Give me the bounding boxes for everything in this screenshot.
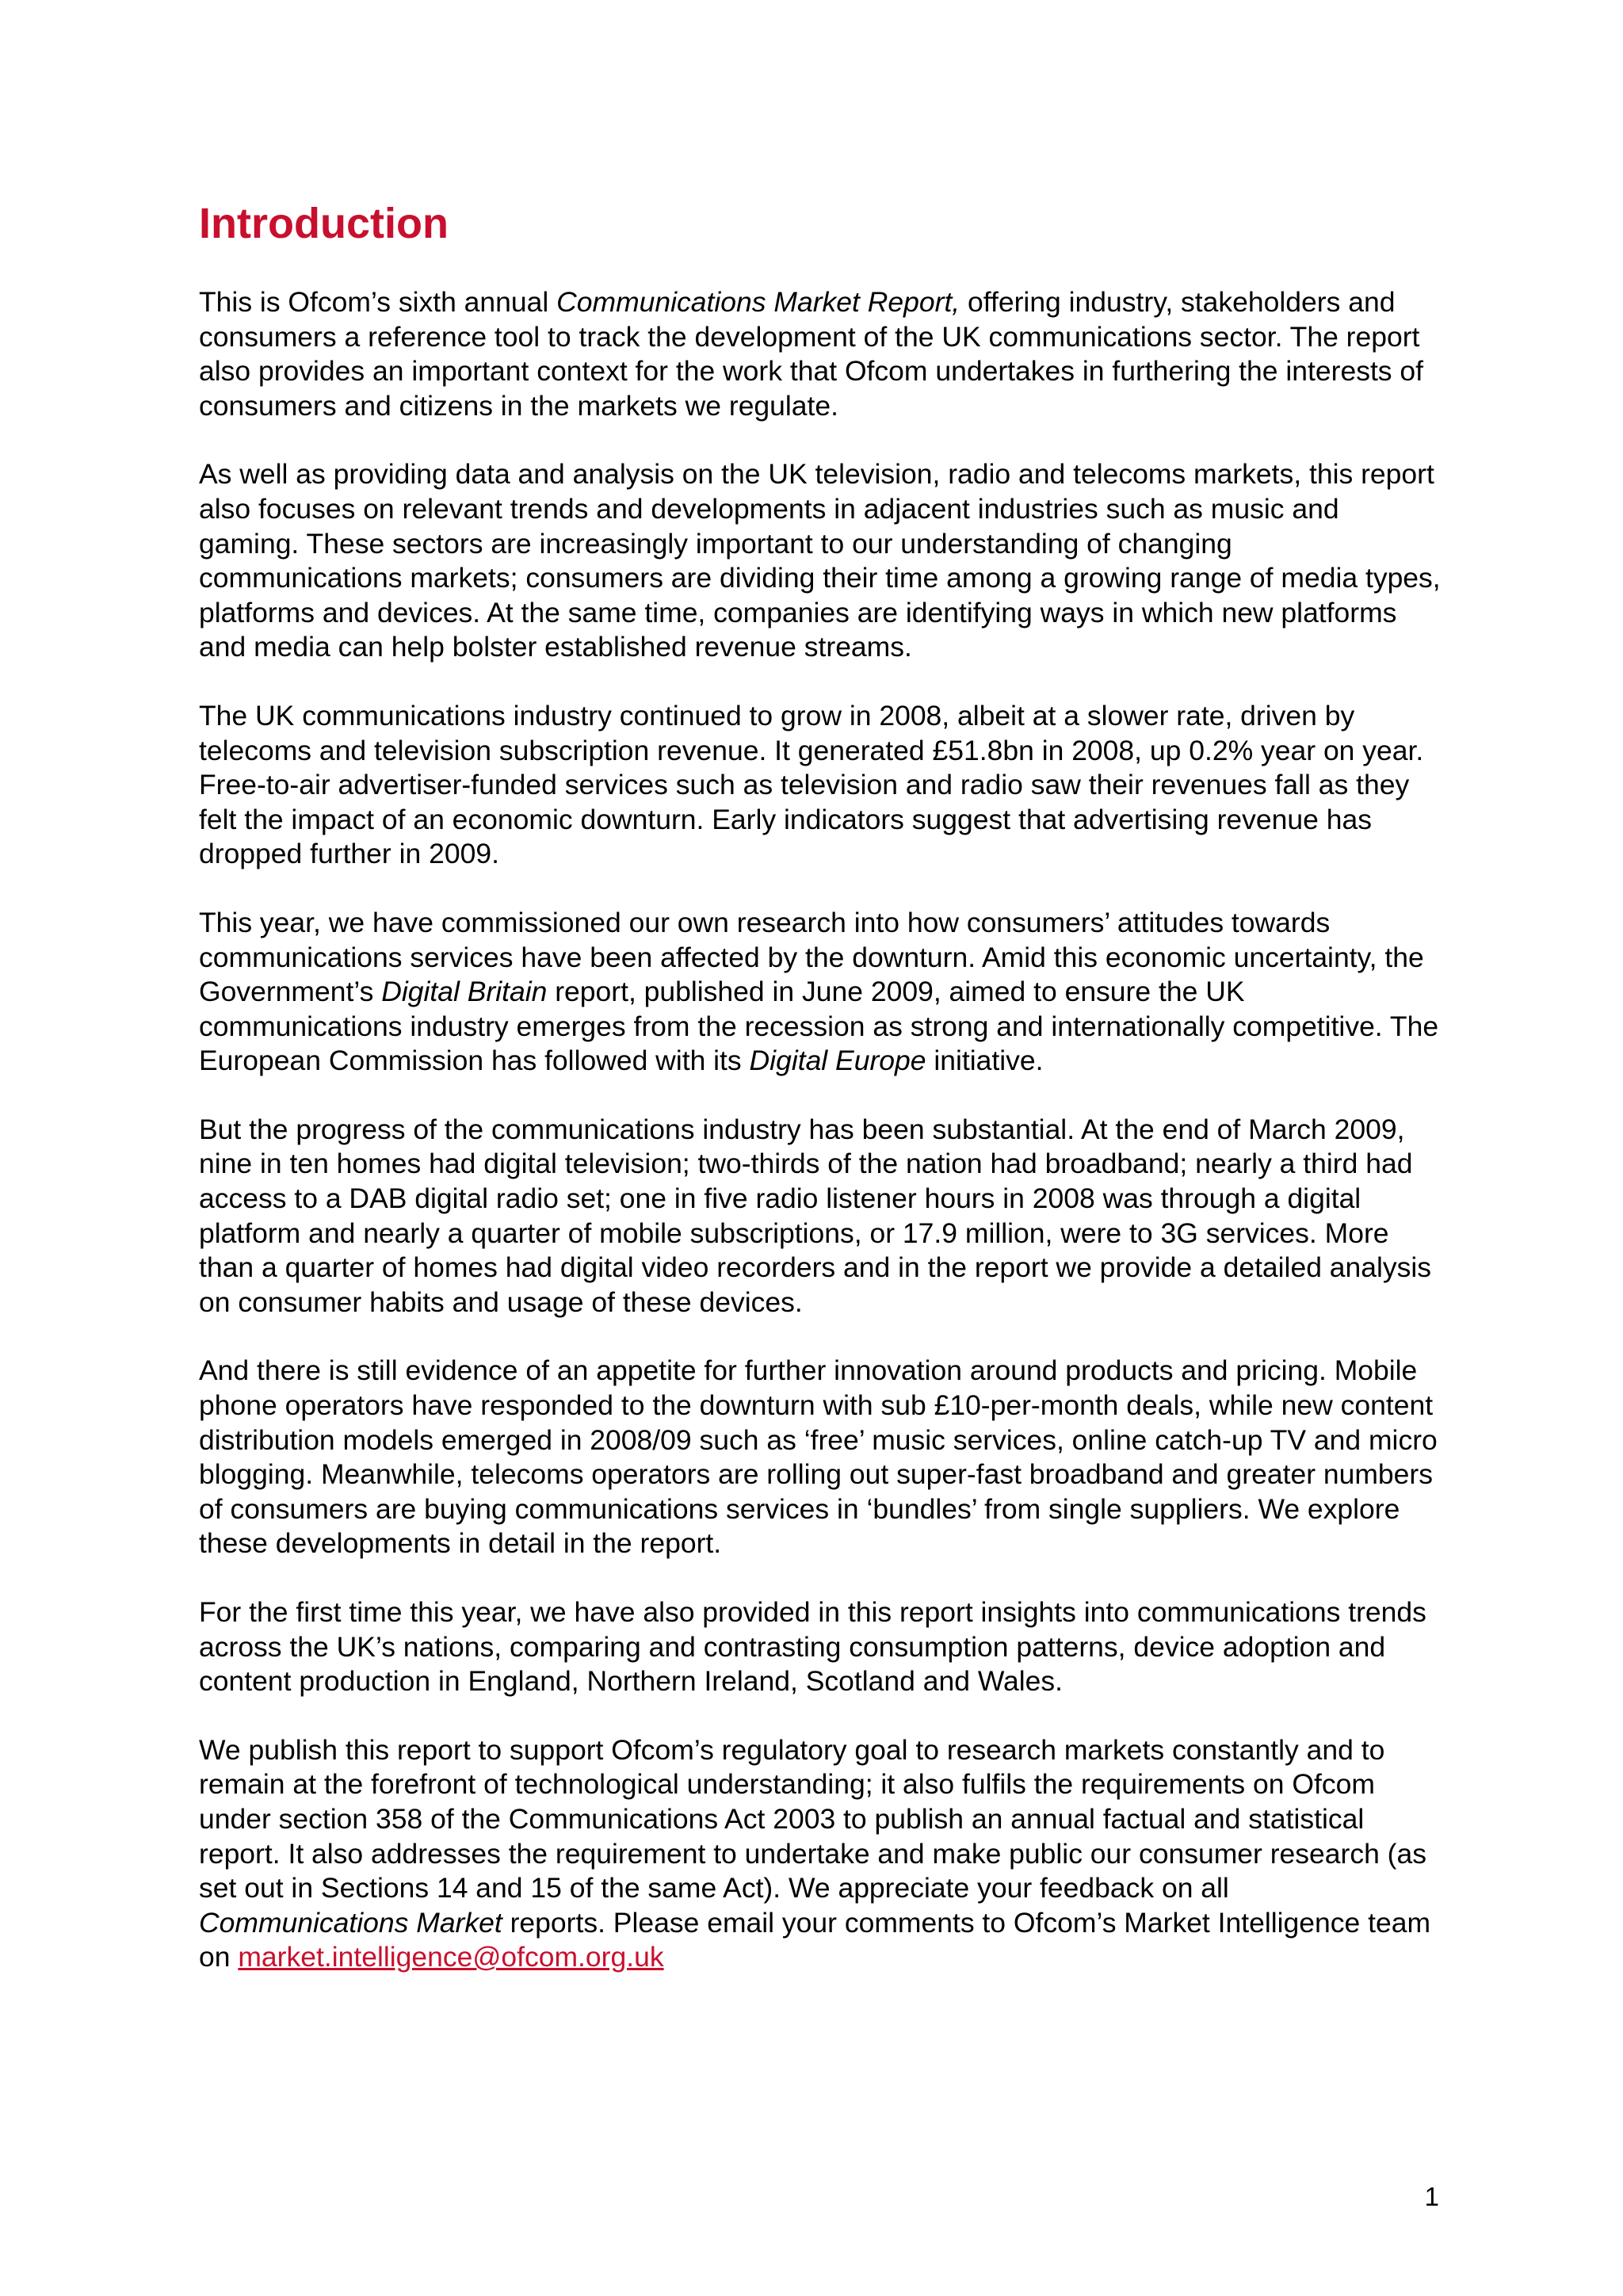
paragraph-7: For the first time this year, we have also provided in this report insights into communications trends across the UK’s nations, comparing and contrasting consumption patterns, device adoption and content production in England, Northern Ireland, Scotland and Wales.	[199, 1596, 1426, 1698]
paragraph-4-text-c: report, published in June 2009, aimed to ensure the UK communications industry emerges from the recession as strong and internationally competitive. The European Commission has followed with its	[199, 976, 1439, 1077]
paragraph-8	[199, 1733, 1443, 1975]
page-content	[199, 193, 1443, 2009]
paragraph-6: And there is still evidence of an appetite for further innovation around products and pricing. Mobile phone operators have responded to the downturn with sub £10-per-month deals, while new content distribution models emerged in 2008/09 such as ‘free’ music services, online catch-up TV and micro blogging. Meanwhile, telecoms operators are rolling out super-fast broadband and greater numbers of consumers are buying communications services in ‘bundles’ from single suppliers. We explore these developments in detail in the report.	[199, 1354, 1438, 1560]
page-title: Introduction	[199, 200, 449, 247]
paragraph-4-text-a: This year, we have commissioned our own research into how consumers’ attitudes towards communications services have been affected by the downturn. Amid this economic uncertainty, the Government’s	[199, 906, 1424, 1008]
digital-britain-italic: Digital Britain	[381, 976, 548, 1008]
paragraph-3: The UK communications industry continued to grow in 2008, albeit at a slower rate, driven by telecoms and television subscription revenue. It generated £51.8bn in 2008, up 0.2% year on year. Free-to-air advertiser-funded services such as television and radio saw their revenues fall as they felt the impact of an economic downturn. Early indicators suggest that advertising revenue has dropped further in 2009.	[199, 699, 1424, 870]
digital-europe-italic: Digital Europe	[749, 1045, 926, 1077]
communications-market-italic: Communications Market	[199, 1906, 502, 1939]
email-link[interactable]: market.intelligence@ofcom.org.uk	[238, 1941, 664, 1973]
paragraph-2: As well as providing data and analysis on the UK television, radio and telecoms markets, this report also focuses on relevant trends and developments in adjacent industries such as music and gaming. These sectors are increasingly important to our understanding of changing communications markets; consumers are dividing their time among a growing range of media types, platforms and devices. At the same time, companies are identifying ways in which new platforms and media can help bolster established revenue streams.	[199, 458, 1441, 663]
page-number: 1	[1424, 2182, 1439, 2211]
paragraph-4-text-e: initiative.	[926, 1045, 1044, 1077]
paragraph-4	[199, 906, 1443, 1079]
report-title-italic: Communications Market Report,	[556, 286, 960, 318]
paragraph-8-text-a: We publish this report to support Ofcom’s regulatory goal to research markets constantly and to remain at the forefront of technological understanding; it also fulfils the requirements on Ofcom under section 358 of the Communications Act 2003 to publish an annual factual and statistical report. It also addresses the requirement to undertake and make public our consumer research (as set out in Sections 14 and 15 of the same Act). We appreciate your feedback on all	[199, 1733, 1426, 1904]
paragraph-1-text-a: This is Ofcom’s sixth annual	[199, 286, 557, 318]
paragraph-1	[199, 285, 1443, 423]
paragraph-5: But the progress of the communications industry has been substantial. At the end of March 2009, nine in ten homes had digital television; two-thirds of the nation had broadband; nearly a third had access to a DAB digital radio set; one in five radio listener hours in 2008 was through a digital platform and nearly a quarter of mobile subscriptions, or 17.9 million, were to 3G services. More than a quarter of homes had digital video recorders and in the report we provide a detailed analysis on consumer habits and usage of these devices.	[199, 1113, 1432, 1318]
paragraph-1-text-c: offering industry, stakeholders and consumers a reference tool to track the development of the UK communications sector. The report also provides an important context for the work that Ofcom undertakes in furthering the interests of consumers and citizens in the markets we regulate.	[199, 286, 1424, 422]
paragraph-8-text-c: reports. Please email your comments to Ofcom’s Market Intelligence team on	[199, 1906, 1431, 1973]
